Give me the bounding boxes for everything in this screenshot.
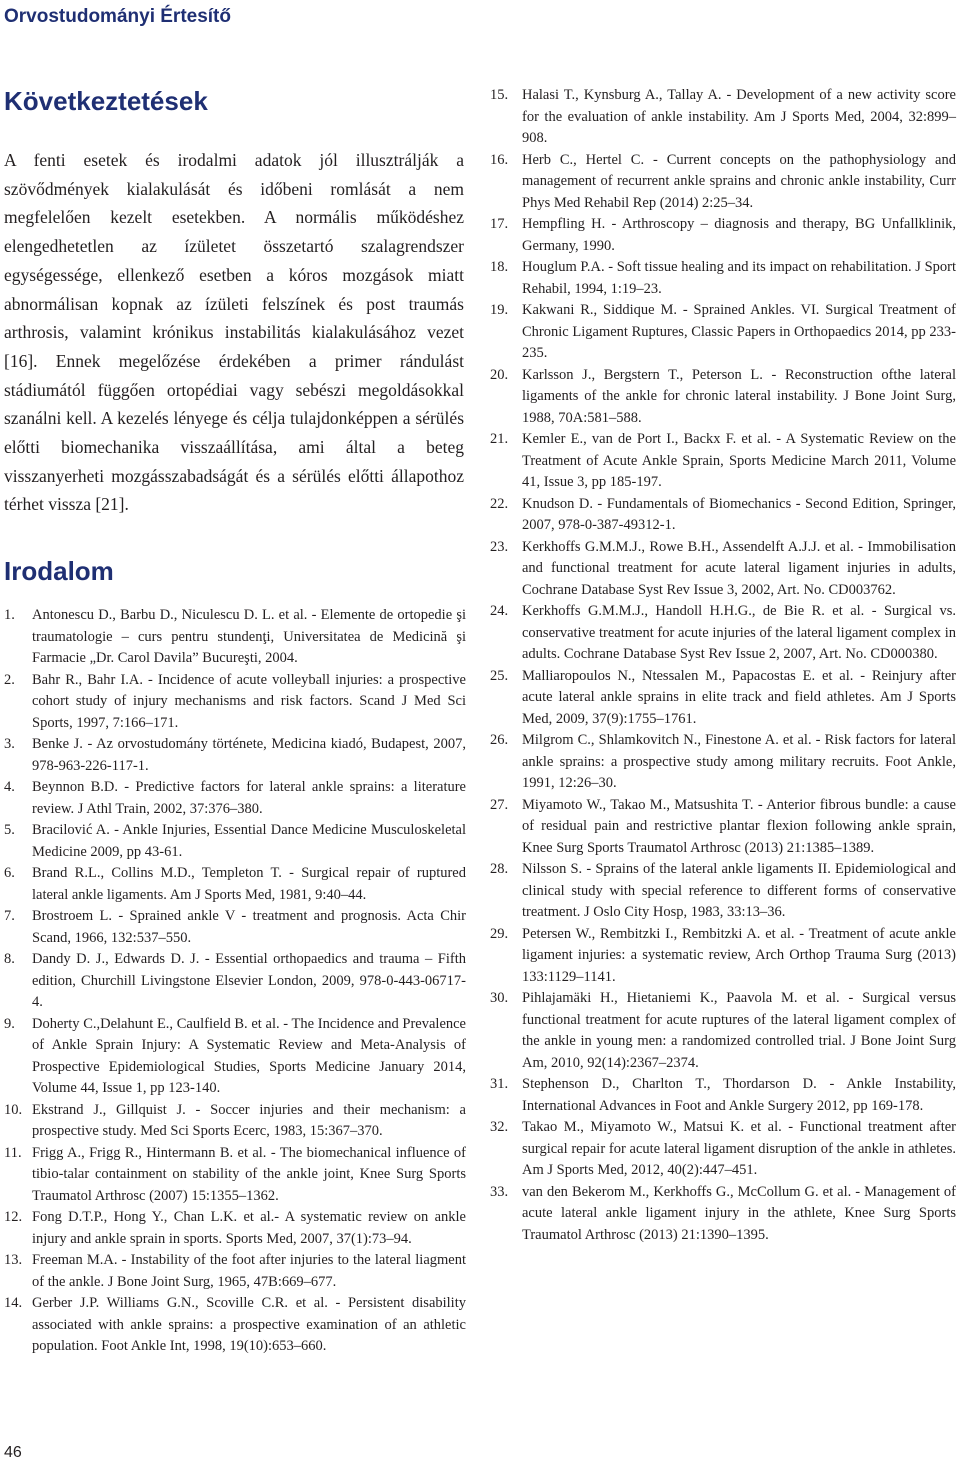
reference-text: Dandy D. J., Edwards D. J. - Essential orthopaedics and trauma – Fifth edition, Churchill Livingstone Elsevier London, 2009, 978-0-443-06717-4. xyxy=(32,951,466,1010)
reference-number: 30. xyxy=(490,990,509,1006)
reference-text: Takao M., Miyamoto W., Matsui K. et al. - Functional treatment after surgical repair for acute lateral ligament disruption of the ankle in athletes. Am J Sports Med, 2012, 40(2):447–451. xyxy=(522,1119,956,1178)
reference-text: Pihlajamäki H., Hietaniemi K., Paavola M. et al. - Surgical versus functional treatment for acute ruptures of the lateral ligament complex of the ankle in young men: a randomized controlled trial. J Bone Joint Surg Am, 2010, 92(14):2367–2374. xyxy=(522,990,956,1071)
reference-item xyxy=(4,605,466,670)
reference-item xyxy=(490,601,956,666)
reference-text: Houglum P.A. - Soft tissue healing and its impact on rehabilitation. J Sport Rehabil, 1994, 1:19–23. xyxy=(522,259,956,297)
reference-number: 6. xyxy=(4,865,15,881)
page-number: 46 xyxy=(4,1444,22,1461)
reference-number: 24. xyxy=(490,603,509,619)
reference-text: Kakwani R., Siddique M. - Sprained Ankles. VI. Surgical Treatment of Chronic Ligament Ruptures, Classic Papers in Orthopaedics 2014, pp 233-235. xyxy=(522,302,956,361)
reference-text: Doherty C.,Delahunt E., Caulfield B. et al. - The Incidence and Prevalence of Ankle Sprain Injury: A Systematic Review and Meta-Analysis of Prospective Epidemiological Studies, Sports Medicine January 2014, Volume 44, Issue 1, pp 123-140. xyxy=(32,1015,466,1096)
reference-item xyxy=(490,1117,956,1182)
reference-item xyxy=(490,1074,956,1117)
reference-text: Hempfling H. - Arthroscopy – diagnosis and therapy, BG Unfallklinik, Germany, 1990. xyxy=(522,216,956,254)
reference-text: Antonescu D., Barbu D., Niculescu D. L. et al. - Elemente de ortopedie şi traumatologie – curs pentru stundenţi, Universitatea de Medicină şi Farmacie „Dr. Carol Davila” Bucureşti, 2004. xyxy=(32,607,466,666)
reference-text: Brand R.L., Collins M.D., Templeton T. - Surgical repair of ruptured lateral ankle ligaments. Am J Sports Med, 1981, 9:40–44. xyxy=(32,865,466,903)
reference-item xyxy=(4,670,466,735)
reference-item xyxy=(4,906,466,949)
reference-number: 22. xyxy=(490,495,509,512)
reference-text: Knudson D. - Fundamentals of Biomechanics - Second Edition, Springer, 2007, 978-0-387-49312-1. xyxy=(522,495,956,533)
conclusions-paragraph: A fenti esetek és irodalmi adatok jól illusztrálják a szövődmények kialakulását és időbeni romlását a nem megfelelően kezelt esetekben. A normális működéshez elengedhetetlen az ízületet összetartó szalagrendszer egységessége, ellenkező esetben a kóros mozgások miatt abnormálisan kopnak az ízületi felszínek és post traumás arthrosis, valamint krónikus instabilitás kialakulásához vezet [16]. Ennek megelőzése érdekében a primer rándulást stádiumától függően ortopédiai vagy sebészi megoldásokkal szanálni kell. A kezelés lényege és célja tulajdonképpen a sérülés előtti biomechanika visszaállítása, ami által a beteg visszanyerheti mozgásszabadságát és a sérülés előtti állapothoz térhet vissza [21]. xyxy=(4,150,464,515)
reference-text: Fong D.T.P., Hong Y., Chan L.K. et al.- A systematic review on ankle injury and ankle sprain in sports. Sports Med, 2007, 37(1):73–94. xyxy=(32,1209,466,1247)
reference-number: 7. xyxy=(4,908,15,924)
reference-text: Kerkhoffs G.M.M.J., Rowe B.H., Assendelft A.J.J. et al. - Immobilisation and functional treatment for acute lateral ligament injuries in adults, Cochrane Database Syst Rev Issue 3, 2002, Art. No. CD003762. xyxy=(522,538,956,598)
reference-number: 28. xyxy=(490,861,509,877)
conclusions-heading: Következtetések xyxy=(4,86,208,116)
reference-number: 14. xyxy=(4,1295,23,1311)
reference-number: 8. xyxy=(4,951,15,967)
reference-number: 5. xyxy=(4,822,15,838)
reference-number: 11. xyxy=(4,1144,22,1161)
reference-text: Frigg A., Frigg R., Hintermann B. et al. - The biomechanical influence of tibio-talar containment on stability of the ankle joint, Knee Surg Sports Traumatol Arthrosc (2007) 15:1355–1362. xyxy=(32,1144,466,1204)
reference-text: Bahr R., Bahr I.A. - Incidence of acute volleyball injuries: a prospective cohort study of injury mechanisms and risk factors. Scand J Med Sci Sports, 1997, 7:166–171. xyxy=(32,671,466,731)
reference-text: Ekstrand J., Gillquist J. - Soccer injuries and their mechanism: a prospective study. Med Sci Sports Ecerc, 1983, 15:367–370. xyxy=(32,1101,466,1139)
reference-text: Petersen W., Rembitzki I., Rembitzki A. et al. - Treatment of acute ankle ligament injuries: a systematic review, Arch Orthop Trauma Surg (2013) 133:1129–1141. xyxy=(522,925,956,985)
reference-item xyxy=(4,820,466,863)
reference-number: 29. xyxy=(490,925,509,942)
reference-number: 1. xyxy=(4,607,15,623)
reference-item xyxy=(490,924,956,989)
reference-number: 21. xyxy=(490,431,509,447)
reference-item xyxy=(490,365,956,430)
reference-number: 32. xyxy=(490,1119,509,1135)
reference-number: 17. xyxy=(490,216,509,232)
reference-number: 9. xyxy=(4,1015,15,1032)
reference-item xyxy=(490,730,956,795)
reference-number: 26. xyxy=(490,732,509,748)
reference-number: 23. xyxy=(490,538,509,555)
reference-number: 25. xyxy=(490,667,509,684)
reference-item xyxy=(490,537,956,602)
reference-text: Malliaropoulos N., Ntessalen M., Papacostas E. et al. - Reinjury after acute lateral ankle sprains in elite track and field athletes. Am J Sports Med, 2009, 37(9):1755–1761. xyxy=(522,667,956,727)
reference-item xyxy=(4,863,466,906)
reference-text: Beynnon B.D. - Predictive factors for lateral ankle sprains: a literature review. J Athl Train, 2002, 37:376–380. xyxy=(32,779,466,817)
reference-item xyxy=(4,734,466,777)
reference-item xyxy=(4,1100,466,1143)
reference-text: Gerber J.P. Williams G.N., Scoville C.R. et al. - Persistent disability associated with ankle sprains: a prospective examination of an athletic population. Foot Ankle Int, 1998, 19(10):653–660. xyxy=(32,1295,466,1354)
reference-item xyxy=(490,300,956,365)
reference-text: Karlsson J., Bergstern T., Peterson L. - Reconstruction ofthe lateral ligaments of the ankle for chronic lateral instability. J Bone Joint Surg, 1988, 70A:581–588. xyxy=(522,366,956,426)
reference-text: Milgrom C., Shlamkovitch N., Finestone A. et al. - Risk factors for lateral ankle sprains: a prospective study among military recruits. Foot Ankle, 1991, 12:26–30. xyxy=(522,732,956,791)
reference-item xyxy=(4,1293,466,1358)
reference-number: 15. xyxy=(490,87,509,103)
journal-title: Orvostudományi Értesítő xyxy=(4,6,231,27)
reference-text: Nilsson S. - Sprains of the lateral ankle ligaments II. Epidemiological and clinical study with special reference to different forms of conservative treatment. J Oslo City Hosp, 1983, 33:13–36. xyxy=(522,861,956,920)
reference-item xyxy=(4,949,466,1014)
reference-text: Benke J. - Az orvostudomány története, Medicina kiadó, Budapest, 2007, 978-963-226-117-1. xyxy=(32,736,466,774)
reference-number: 19. xyxy=(490,302,509,318)
reference-text: Bracilović A. - Ankle Injuries, Essential Dance Medicine Musculoskeletal Medicine 2009, pp 43-61. xyxy=(32,822,466,860)
reference-text: Kerkhoffs G.M.M.J., Handoll H.H.G., de Bie R. et al. - Surgical vs. conservative treatment for acute injuries of the lateral ligament complex in adults. Cochrane Database Syst Rev Issue 2, 2007, Art. No. CD000380. xyxy=(522,603,956,662)
reference-text: Freeman M.A. - Instability of the foot after injuries to the lateral liagment of the ankle. J Bone Joint Surg, 1965, 47B:669–677. xyxy=(32,1252,466,1290)
reference-number: 3. xyxy=(4,736,15,752)
reference-number: 18. xyxy=(490,259,509,275)
reference-number: 16. xyxy=(490,151,509,168)
reference-number: 12. xyxy=(4,1209,23,1225)
reference-text: Miyamoto W., Takao M., Matsushita T. - Anterior fibrous bundle: a cause of residual pain and restrictive plantar flexion following ankle sprain, Knee Surg Sports Traumatol Arthrosc (2013) 21:1385–1389. xyxy=(522,796,956,856)
reference-item xyxy=(490,150,956,215)
references-list-right xyxy=(490,85,956,1246)
reference-number: 4. xyxy=(4,779,15,795)
reference-number: 20. xyxy=(490,366,509,383)
reference-item xyxy=(490,494,956,537)
reference-item xyxy=(490,429,956,494)
reference-number: 10. xyxy=(4,1101,23,1118)
reference-text: Brostroem L. - Sprained ankle V - treatment and prognosis. Acta Chir Scand, 1966, 132:537–550. xyxy=(32,908,466,946)
references-list-left xyxy=(4,605,466,1358)
reference-number: 33. xyxy=(490,1183,509,1200)
reference-text: Herb C., Hertel C. - Current concepts on the pathophysiology and management of recurrent ankle sprains and chronic ankle instability, Curr Phys Med Rehabil Rep (2014) 2:25–34. xyxy=(522,151,956,211)
references-heading: Irodalom xyxy=(4,556,114,586)
reference-item xyxy=(4,777,466,820)
reference-text: Halasi T., Kynsburg A., Tallay A. - Development of a new activity score for the evaluation of ankle instability. Am J Sports Med, 2004, 32:899–908. xyxy=(522,87,956,146)
reference-item xyxy=(490,795,956,860)
reference-item xyxy=(490,666,956,731)
reference-text: Kemler E., van de Port I., Backx F. et al. - A Systematic Review on the Treatment of Acute Ankle Sprain, Sports Medicine March 2011, Volume 41, Issue 3, pp 185-197. xyxy=(522,431,956,490)
reference-number: 13. xyxy=(4,1252,23,1268)
reference-item xyxy=(4,1014,466,1100)
reference-item xyxy=(490,859,956,924)
reference-item xyxy=(490,85,956,150)
reference-item xyxy=(490,988,956,1074)
reference-number: 27. xyxy=(490,796,509,813)
reference-item xyxy=(4,1250,466,1293)
reference-item xyxy=(490,214,956,257)
reference-item xyxy=(4,1207,466,1250)
reference-item xyxy=(490,1182,956,1247)
reference-text: van den Bekerom M., Kerkhoffs G., McCollum G. et al. - Management of acute lateral ankle ligament injury in the athlete, Knee Surg Sports Traumatol Arthrosc (2013) 21:1390–1395. xyxy=(522,1183,956,1243)
reference-text: Stephenson D., Charlton T., Thordarson D. - Ankle Instability, International Advances in Foot and Ankle Surgery 2012, pp 169-178. xyxy=(522,1076,956,1114)
reference-item xyxy=(4,1143,466,1208)
reference-number: 2. xyxy=(4,671,15,688)
reference-item xyxy=(490,257,956,300)
reference-number: 31. xyxy=(490,1076,509,1092)
